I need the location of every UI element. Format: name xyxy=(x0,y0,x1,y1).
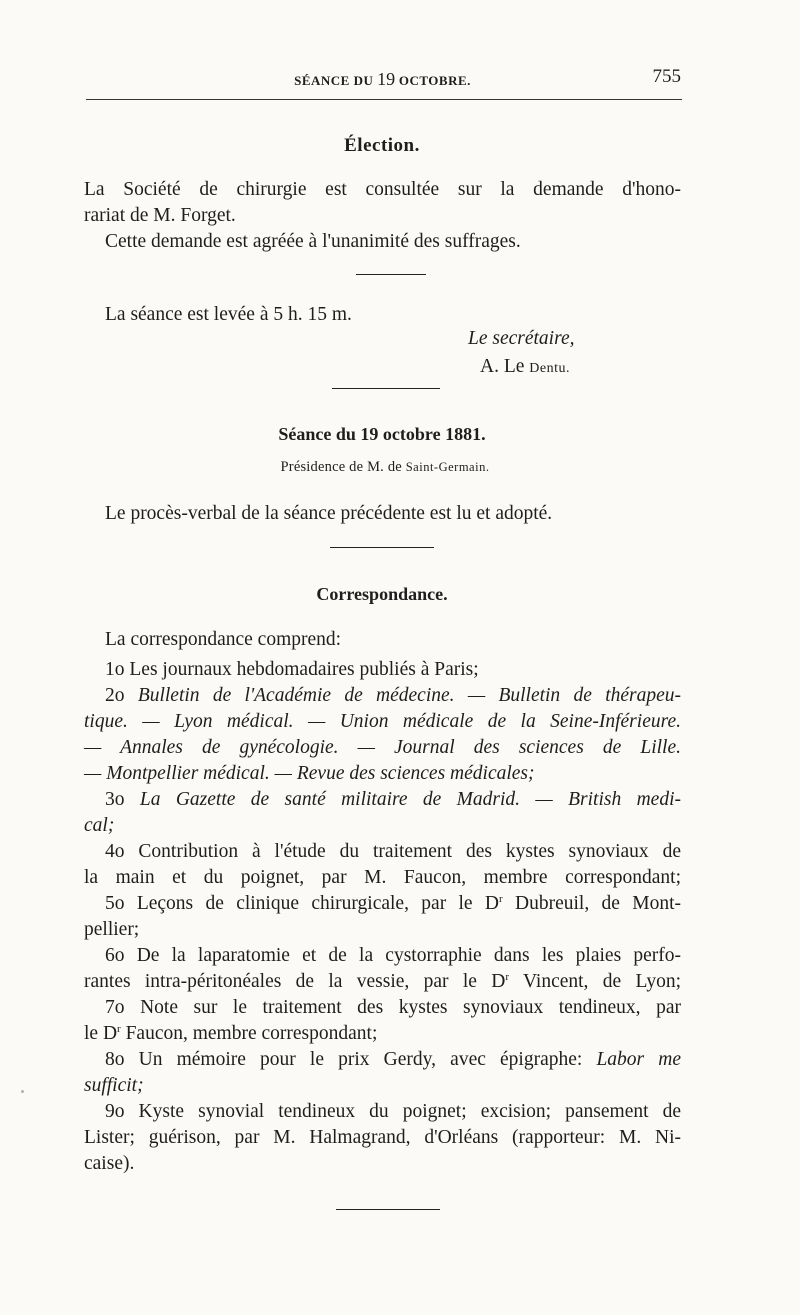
signature-initial: A. xyxy=(480,356,499,377)
item-text: La Gazette de santé militaire de Madrid. — British medi- xyxy=(139,789,681,810)
election-heading: Élection. xyxy=(344,135,420,156)
election-line-1: La Société de chirurgie est consultée sur la demande d'hono- xyxy=(84,179,681,200)
list-line: Lister; guérison, par M. Halmagrand, d'Orléans (rapporteur: M. Ni- xyxy=(84,1127,681,1148)
list-item xyxy=(105,1047,681,1073)
list-line: caise). xyxy=(84,1153,135,1174)
running-head-month: OCTOBRE. xyxy=(398,73,471,88)
list-line: pellier; xyxy=(84,919,140,940)
item-number: 2o xyxy=(105,685,125,706)
item-text: Vincent, de Lyon; xyxy=(509,971,681,992)
separator-rule xyxy=(330,547,434,548)
running-head-day: 19 xyxy=(377,69,396,89)
signature-name xyxy=(480,356,570,378)
correspondance-heading: Correspondance. xyxy=(316,584,448,604)
list-line: tique. — Lyon médical. — Union médicale de la Seine-Inférieure. xyxy=(84,711,681,732)
superscript: r xyxy=(499,893,503,905)
signature-surname: Dentu. xyxy=(529,361,571,376)
item-text: Dubreuil, de Mont- xyxy=(502,893,681,914)
list-line: — Annales de gynécologie. — Journal des sciences de Lille. xyxy=(84,737,681,758)
list-item: 1o Les journaux hebdomadaires publiés à Paris; xyxy=(105,659,479,680)
seance-closing: La séance est levée à 5 h. 15 m. xyxy=(105,304,352,325)
separator-rule xyxy=(356,274,426,275)
list-line xyxy=(84,1021,377,1047)
item-text: rantes intra-péritonéales de la vessie, par le D xyxy=(84,971,506,992)
list-line: la main et du poignet, par M. Faucon, membre correspondant; xyxy=(84,867,681,888)
list-item: 4o Contribution à l'étude du traitement des kystes synoviaux de xyxy=(105,841,681,862)
item-number: 3o xyxy=(105,789,125,810)
list-item: 9o Kyste synovial tendineux du poignet; excision; pansement de xyxy=(105,1101,681,1122)
separator-rule xyxy=(332,388,440,389)
list-item xyxy=(105,891,681,917)
running-head-seance: SÉANCE DU xyxy=(294,73,374,88)
presidence-line xyxy=(0,459,770,476)
list-item xyxy=(105,787,681,813)
list-line: — Montpellier médical. — Revue des sciences médicales; xyxy=(84,763,535,784)
item-text: le D xyxy=(84,1023,118,1044)
item-text: 5o Leçons de clinique chirurgicale, par le D xyxy=(105,893,499,914)
signature-title: Le secrétaire, xyxy=(468,328,575,349)
list-line: sufficit; xyxy=(84,1075,144,1096)
presidence-name: Saint-Germain. xyxy=(405,460,490,474)
superscript: r xyxy=(505,971,510,983)
item-text: Bulletin de l'Académie de médecine. — Bulletin de thérapeu- xyxy=(137,685,681,706)
list-item: 7o Note sur le traitement des kystes synoviaux tendineux, par xyxy=(105,997,681,1018)
scan-speck xyxy=(21,1090,24,1093)
list-item xyxy=(105,683,681,709)
list-item: 6o De la laparatomie et de la cystorraphie dans les plaies perfo- xyxy=(105,945,681,966)
separator-rule xyxy=(336,1209,440,1210)
presidence-prefix: Présidence de M. de xyxy=(280,459,402,475)
page-number: 755 xyxy=(652,66,681,87)
seance-heading: Séance du 19 octobre 1881. xyxy=(278,424,486,444)
correspondance-intro: La correspondance comprend: xyxy=(105,629,342,650)
item-text: 8o Un mémoire pour le prix Gerdy, avec épigraphe: xyxy=(105,1049,597,1070)
signature-le: Le xyxy=(503,356,525,377)
superscript: r xyxy=(117,1023,121,1035)
item-text-italic: Labor me xyxy=(596,1049,682,1070)
proces-verbal-line: Le procès-verbal de la séance précédente est lu et adopté. xyxy=(105,503,553,524)
election-line-2: rariat de M. Forget. xyxy=(84,205,236,226)
running-head xyxy=(84,66,681,88)
list-line: cal; xyxy=(84,815,115,836)
item-text: Faucon, membre correspondant; xyxy=(120,1023,378,1044)
election-line-3: Cette demande est agréée à l'unanimité des suffrages. xyxy=(105,231,521,252)
header-rule xyxy=(86,99,682,100)
list-line xyxy=(84,969,681,995)
running-head-title xyxy=(84,69,681,90)
